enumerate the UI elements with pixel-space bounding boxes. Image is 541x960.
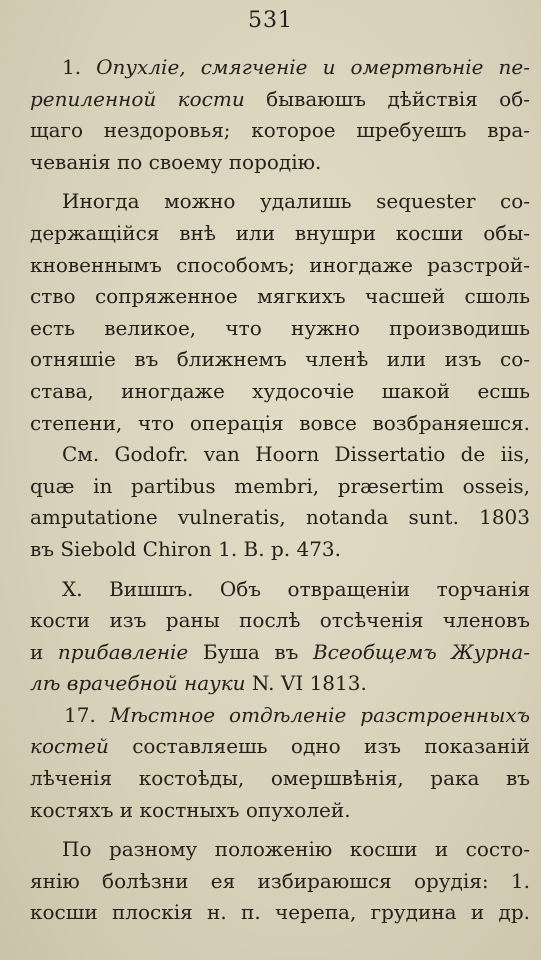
- page-body: [30, 52, 530, 929]
- text-run: Х. Вишшъ. Объ отвращеніи торчанія: [62, 576, 530, 601]
- text-run: По разному положенію косши и состо-: [62, 837, 530, 862]
- text-run: составляешь одно изъ показаній: [108, 734, 530, 759]
- text-line: [30, 700, 530, 732]
- text-line: [30, 731, 530, 763]
- text-run: кости изъ раны послѣ отсѣченія членовъ: [30, 608, 530, 633]
- text-line: [30, 534, 530, 566]
- text-line: [30, 866, 530, 898]
- paragraph-17: [30, 700, 530, 826]
- text-line: [30, 250, 530, 282]
- text-run: бываюшъ дѣйствія об-: [244, 86, 530, 111]
- text-line: [30, 574, 530, 606]
- italic-run: лѣ врачебной науки: [30, 671, 246, 696]
- text-run: косши плоскія н. п. черепа, грудина и др.: [30, 900, 530, 925]
- text-line: [30, 344, 530, 376]
- italic-run: репиленной кости: [30, 86, 245, 111]
- text-run: и: [30, 639, 58, 664]
- text-run: лѣченія костоѣды, омершвѣнія, рака въ: [30, 766, 530, 791]
- text-run: 1.: [62, 55, 97, 79]
- text-run: Буша въ: [188, 639, 313, 664]
- text-run: Иногда можно удалишь sequester со-: [62, 189, 530, 214]
- text-line: [30, 795, 530, 827]
- italic-run: костей: [30, 734, 109, 759]
- text-line: [30, 115, 530, 147]
- text-run: amputatione vulneratis, notanda sunt. 1803: [30, 505, 530, 530]
- page-number: 531: [248, 8, 293, 33]
- text-run: става, иногдаже худосочіе шакой есшь: [30, 378, 530, 403]
- text-run: N. VI 1813.: [245, 671, 367, 696]
- text-line: [30, 281, 530, 313]
- text-line: [30, 637, 530, 669]
- italic-run: Всеобщемъ Журна-: [312, 639, 531, 664]
- text-line: [30, 471, 530, 503]
- text-line: [30, 186, 530, 218]
- text-run: ство сопряженное мягкихъ часшей сшоль: [30, 284, 530, 309]
- text-run: кновеннымъ способомъ; иногдаже разстрой-: [30, 252, 530, 277]
- text-run: 17.: [64, 702, 110, 727]
- paragraph-instruments: [30, 834, 530, 929]
- text-line: [30, 834, 530, 866]
- text-line: [30, 376, 530, 408]
- text-line: [30, 605, 530, 637]
- text-line: [30, 218, 530, 250]
- text-run: См. Godofr. van Hoorn Dissertatio de iis,: [62, 442, 530, 467]
- text-line: [30, 439, 530, 471]
- text-line: [30, 763, 530, 795]
- text-run: щаго нездоровья; которое шребуешъ вра-: [30, 118, 530, 143]
- text-run: въ Siebold Chiron 1. B. p. 473.: [30, 536, 341, 561]
- paragraph-1: [30, 52, 530, 178]
- text-line: [30, 313, 530, 345]
- text-line: [30, 408, 530, 440]
- reference-2: [30, 574, 530, 700]
- text-run: янію болѣзни ея избираюшся орудія: 1.: [30, 868, 530, 893]
- paragraph-2: [30, 186, 530, 439]
- reference-1: [30, 439, 530, 565]
- text-line: [30, 897, 530, 929]
- text-line: [30, 52, 530, 84]
- text-run: держащійся внѣ или внушри косши обы-: [30, 220, 530, 245]
- italic-run: прибавленіе: [57, 639, 189, 664]
- italic-run: Мѣстное отдѣленіе разстроенныхъ: [109, 702, 530, 727]
- text-run: есть великое, что нужно производишь: [30, 315, 530, 340]
- text-line: [30, 502, 530, 534]
- text-run: quæ in partibus membri, præsertim osseis,: [30, 473, 530, 498]
- text-run: степени, что операція вовсе возбраняешся.: [30, 410, 530, 435]
- text-line: [30, 84, 530, 116]
- text-run: костяхъ и костныхъ опухолей.: [30, 797, 351, 822]
- italic-run: Опухліе, смягченіе и омертвѣніе пе-: [96, 55, 530, 79]
- text-run: отняшіе въ ближнемъ членѣ или изъ со-: [30, 347, 530, 372]
- text-line: [30, 147, 530, 179]
- text-run: чеванія по своему породію.: [30, 149, 322, 174]
- text-line: [30, 668, 530, 700]
